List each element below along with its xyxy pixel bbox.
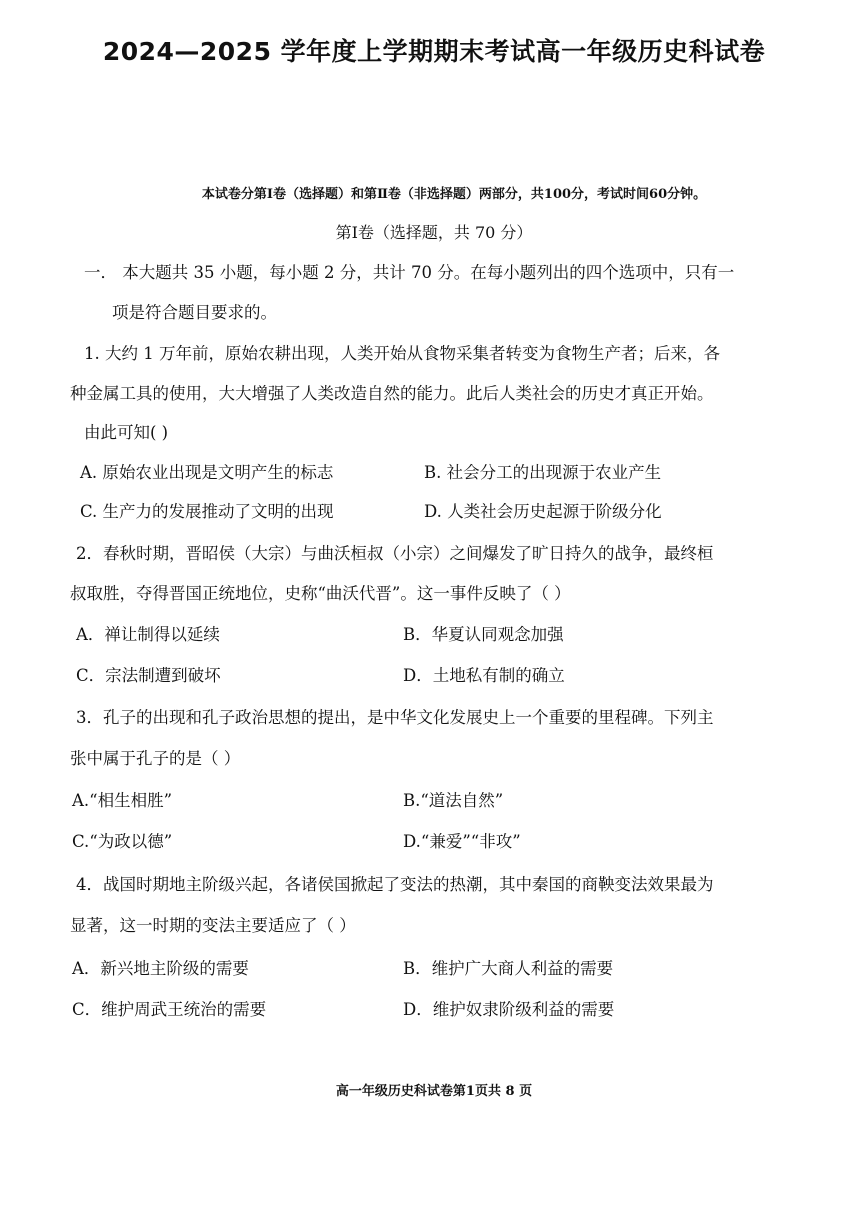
q3-stem-line2: 张中属于孔子的是（ ） — [70, 749, 241, 768]
q1-option-a[interactable]: A. 原始农业出现是文明产生的标志 — [80, 463, 334, 482]
q1-option-b[interactable]: B. 社会分工的出现源于农业产生 — [424, 463, 662, 482]
q4-stem-line1: 4．战国时期地主阶级兴起，各诸侯国掀起了变法的热潮，其中秦国的商鞅变法效果最为 — [76, 875, 714, 894]
q2-option-d[interactable]: D．土地私有制的确立 — [403, 666, 565, 685]
q1-stem-line1: 1. 大约 1 万年前，原始农耕出现，人类开始从食物采集者转变为食物生产者；后来，各 — [84, 344, 720, 363]
page-footer: 高一年级历史科试卷第1页共 8 页 — [335, 1084, 533, 1099]
q1-stem-line3: 由此可知( ) — [84, 423, 169, 442]
section-instruction-line2: 项是符合题目要求的。 — [112, 303, 277, 322]
exam-intro: 本试卷分第Ⅰ卷（选择题）和第Ⅱ卷（非选择题）两部分，共100分，考试时间60分钟。 — [201, 187, 707, 202]
q4-option-b[interactable]: B．维护广大商人利益的需要 — [403, 959, 614, 978]
q3-stem-line1: 3．孔子的出现和孔子政治思想的提出，是中华文化发展史上一个重要的里程碑。下列主 — [76, 708, 714, 727]
exam-title: 2024—2025 学年度上学期期末考试高一年级历史科试卷 — [102, 37, 766, 66]
q2-option-c[interactable]: C．宗法制遭到破坏 — [76, 666, 221, 685]
q4-option-a[interactable]: A．新兴地主阶级的需要 — [72, 959, 249, 978]
q4-stem-line2: 显著，这一时期的变法主要适应了（ ） — [70, 916, 356, 935]
q1-option-d[interactable]: D. 人类社会历史起源于阶级分化 — [424, 502, 662, 521]
q3-option-b[interactable]: B.“道法自然” — [403, 791, 504, 810]
q2-option-b[interactable]: B．华夏认同观念加强 — [403, 625, 564, 644]
q3-option-c[interactable]: C.“为政以德” — [72, 832, 173, 851]
q4-option-d[interactable]: D．维护奴隶阶级利益的需要 — [403, 1000, 615, 1019]
q2-stem-line1: 2．春秋时期，晋昭侯（大宗）与曲沃桓叔（小宗）之间爆发了旷日持久的战争，最终桓 — [76, 544, 714, 563]
q3-option-d[interactable]: D.“兼爱”“非攻” — [403, 832, 521, 851]
section-instruction-line1: 一． 本大题共 35 小题，每小题 2 分，共计 70 分。在每小题列出的四个选项中，只有一 — [84, 263, 735, 282]
q1-stem-line2: 种金属工具的使用，大大增强了人类改造自然的能力。此后人类社会的历史才真正开始。 — [70, 384, 714, 403]
q2-stem-line2: 叔取胜，夺得晋国正统地位，史称“曲沃代晋”。这一事件反映了（ ） — [70, 584, 571, 603]
q3-option-a[interactable]: A.“相生相胜” — [72, 791, 173, 810]
q2-option-a[interactable]: A．禅让制得以延续 — [76, 625, 220, 644]
q4-option-c[interactable]: C．维护周武王统治的需要 — [72, 1000, 267, 1019]
part1-heading: 第Ⅰ卷（选择题，共 70 分） — [335, 223, 533, 242]
q1-option-c[interactable]: C. 生产力的发展推动了文明的出现 — [80, 502, 334, 521]
